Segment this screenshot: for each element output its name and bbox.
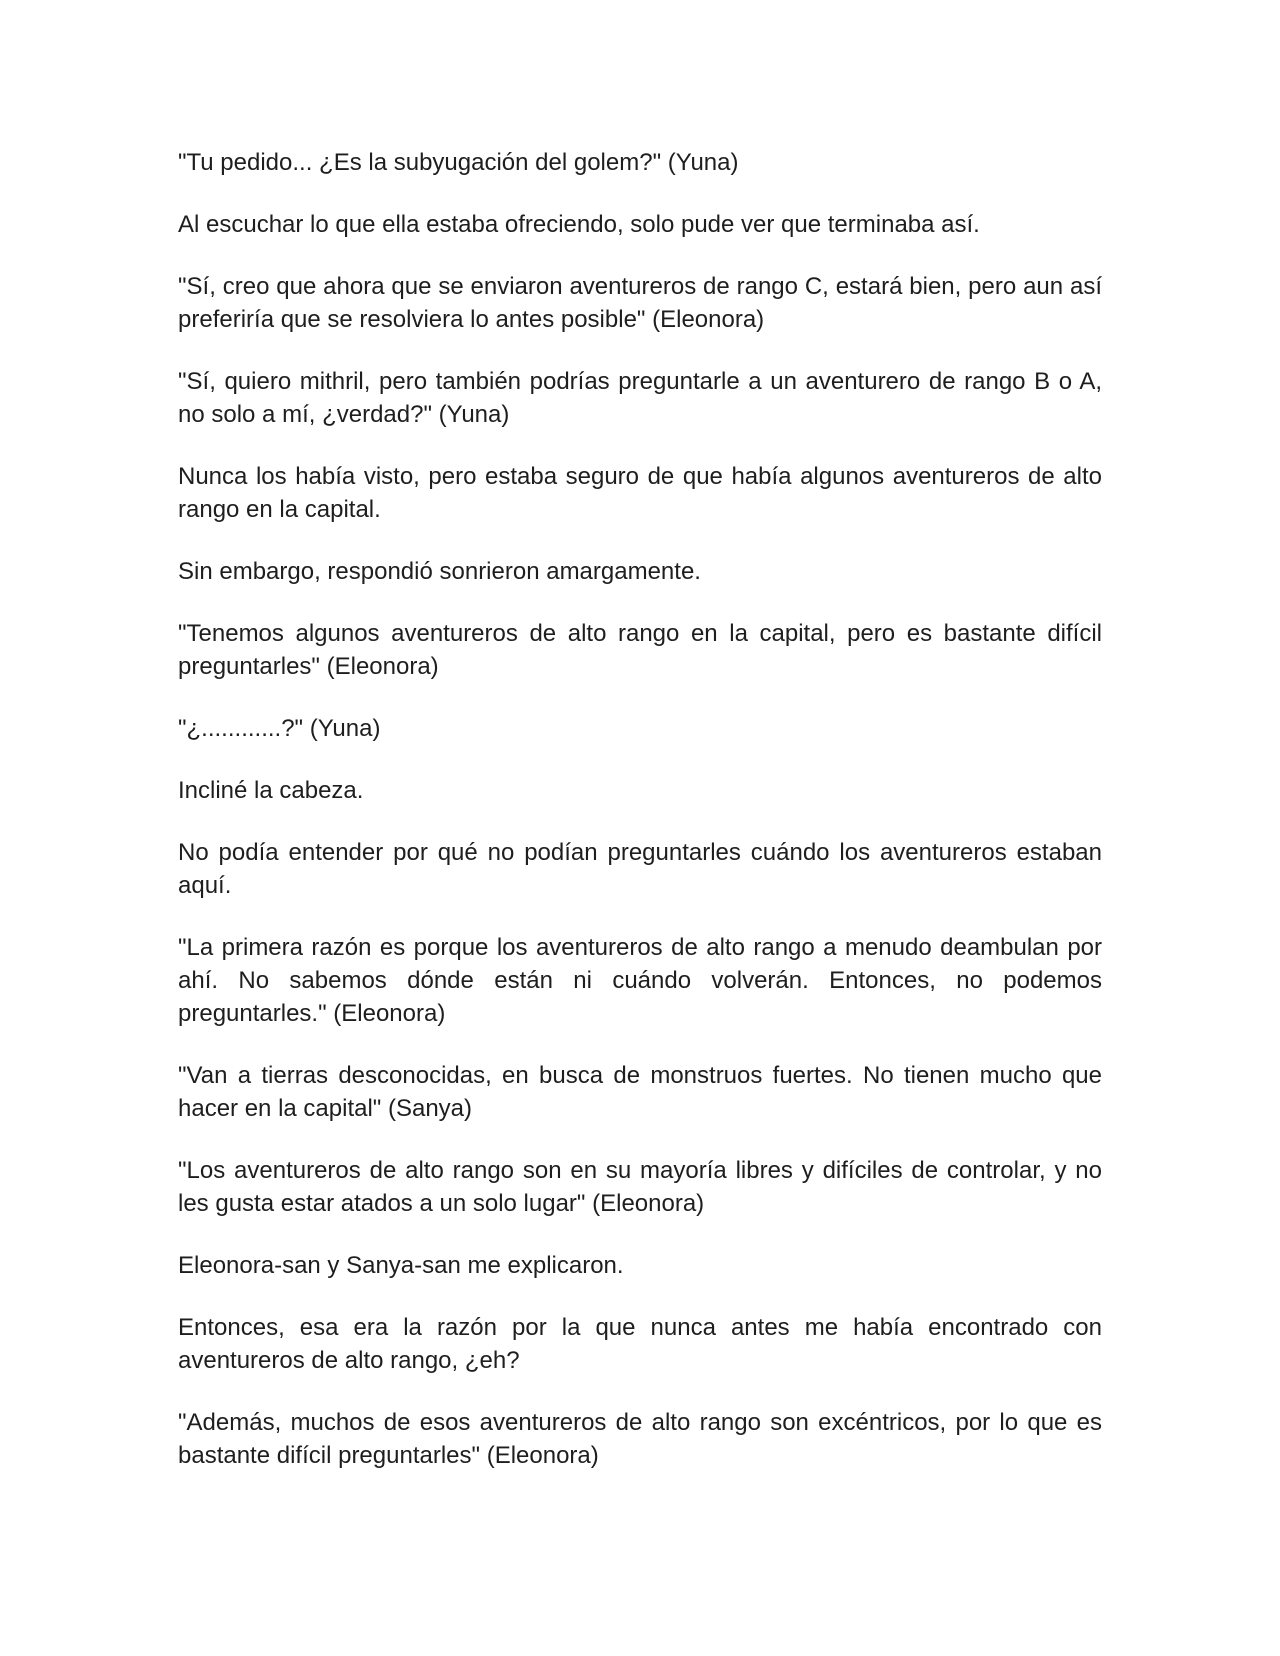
- paragraph: No podía entender por qué no podían preguntarles cuándo los aventureros estaban aquí.: [178, 839, 1102, 899]
- paragraph: "Sí, creo que ahora que se enviaron aventureros de rango C, estará bien, pero aun así preferiría que se resolviera lo antes posible" (Eleonora): [178, 273, 1102, 333]
- paragraph: "Van a tierras desconocidas, en busca de monstruos fuertes. No tienen mucho que hacer en la capital" (Sanya): [178, 1062, 1102, 1122]
- paragraph: Nunca los había visto, pero estaba seguro de que había algunos aventureros de alto rango en la capital.: [178, 463, 1102, 523]
- paragraph: Al escuchar lo que ella estaba ofreciendo, solo pude ver que terminaba así.: [178, 211, 980, 238]
- paragraph: Eleonora-san y Sanya-san me explicaron.: [178, 1252, 624, 1279]
- paragraph: Sin embargo, respondió sonrieron amargamente.: [178, 558, 701, 585]
- paragraph: "¿............?" (Yuna): [178, 715, 381, 742]
- document-body: [178, 146, 1102, 1501]
- paragraph: "La primera razón es porque los aventureros de alto rango a menudo deambulan por ahí. No sabemos dónde están ni cuándo volverán. Entonces, no podemos preguntarles." (Eleonora): [178, 934, 1102, 1027]
- paragraph: "Los aventureros de alto rango son en su mayoría libres y difíciles de controlar, y no les gusta estar atados a un solo lugar" (Eleonora): [178, 1157, 1102, 1217]
- paragraph: Entonces, esa era la razón por la que nunca antes me había encontrado con aventureros de alto rango, ¿eh?: [178, 1314, 1102, 1374]
- paragraph: "Tenemos algunos aventureros de alto rango en la capital, pero es bastante difícil preguntarles" (Eleonora): [178, 620, 1102, 680]
- paragraph: "Además, muchos de esos aventureros de alto rango son excéntricos, por lo que es bastante difícil preguntarles" (Eleonora): [178, 1409, 1102, 1469]
- paragraph: Incliné la cabeza.: [178, 777, 364, 804]
- paragraph: "Sí, quiero mithril, pero también podrías preguntarle a un aventurero de rango B o A, no solo a mí, ¿verdad?" (Yuna): [178, 368, 1102, 428]
- paragraph: "Tu pedido... ¿Es la subyugación del golem?" (Yuna): [178, 149, 739, 176]
